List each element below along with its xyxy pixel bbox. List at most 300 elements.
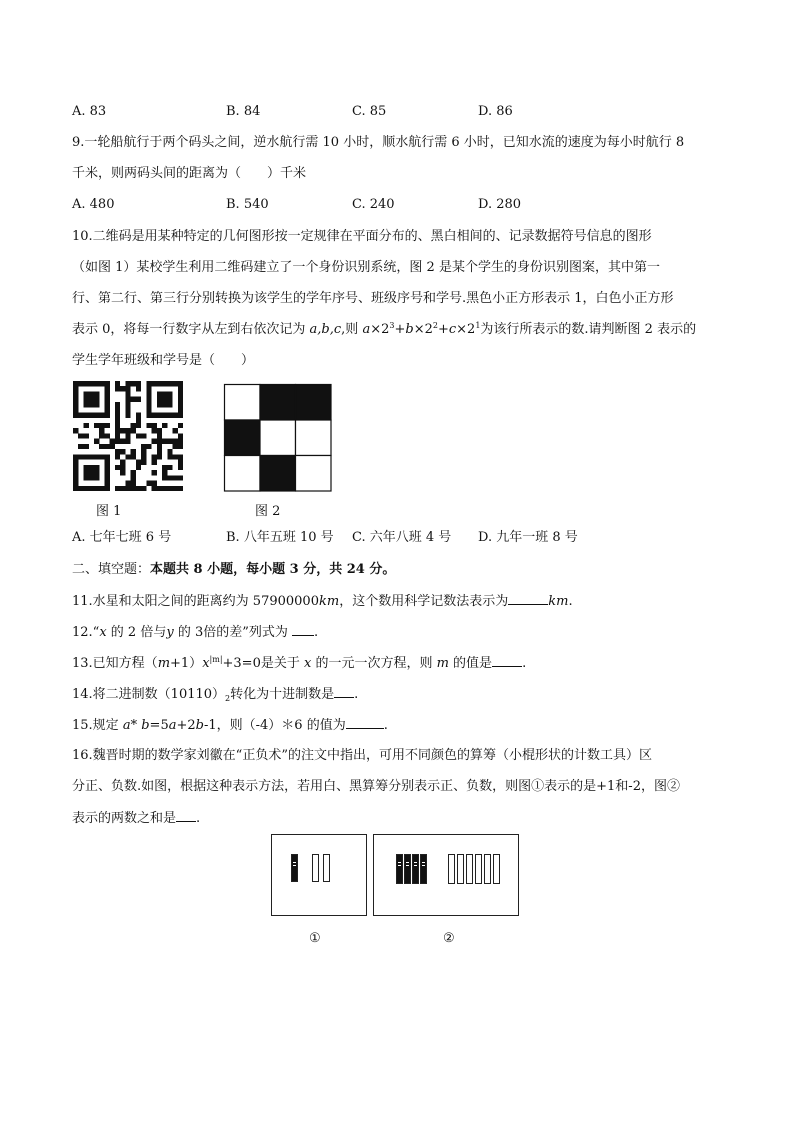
q13-f: .	[522, 656, 527, 671]
qr-module	[131, 470, 136, 475]
qr-module	[83, 454, 88, 459]
qr-module	[152, 381, 157, 386]
qr-module	[104, 423, 109, 428]
qr-module	[136, 381, 141, 386]
q14-text	[72, 685, 358, 704]
qr-module	[104, 470, 109, 475]
qr-module	[131, 486, 136, 491]
q13-d: 的一元一次方程，则	[311, 656, 437, 671]
qr-module	[162, 397, 167, 402]
q15-b2: b	[195, 718, 204, 733]
qr-module	[162, 475, 167, 480]
q11-b: ，这个数用科学记数法表示为	[339, 594, 509, 609]
qr-module	[99, 423, 104, 428]
q11-unit: km	[318, 594, 340, 609]
qr-module	[125, 397, 130, 402]
qr-module	[94, 465, 99, 470]
grid-cell-black	[260, 385, 296, 421]
section2-heading	[72, 561, 395, 579]
q12-b: 的 2 倍与	[106, 625, 167, 640]
qr-module	[178, 439, 183, 444]
qr-module	[152, 470, 157, 475]
qr-module	[167, 397, 172, 402]
qr-module	[120, 465, 125, 470]
q8-option-c: C. 85	[352, 104, 387, 119]
section2-prefix: 二、填空题：	[72, 562, 151, 577]
qr-module	[99, 412, 104, 417]
qr-module	[115, 418, 120, 423]
q15-b-var: b	[141, 718, 150, 733]
qr-module	[141, 486, 146, 491]
rod-white	[493, 854, 500, 884]
q15-text	[72, 716, 388, 735]
qr-module	[115, 428, 120, 433]
qr-module	[173, 444, 178, 449]
qr-module	[131, 423, 136, 428]
q15-answer-blank[interactable]	[346, 716, 384, 729]
q10-text-line4	[72, 321, 696, 339]
qr-module	[99, 454, 104, 459]
qr-module	[131, 381, 136, 386]
qr-module	[157, 439, 162, 444]
q10-option-d: D. 九年一班 8 号	[478, 530, 578, 545]
qr-module	[83, 470, 88, 475]
qr-module	[104, 454, 109, 459]
q10-formula-b: ×2	[370, 322, 390, 337]
qr-module	[152, 454, 157, 459]
q14-a: 14.将二进制数（10110）	[72, 687, 226, 702]
qr-module	[104, 407, 109, 412]
qr-module	[94, 439, 99, 444]
qr-module	[131, 481, 136, 486]
q10-text-line5: 学生学年班级和学号是（ ）	[72, 353, 255, 368]
qr-module	[94, 470, 99, 475]
qr-module	[167, 381, 172, 386]
qr-module	[73, 402, 78, 407]
qr-code-figure	[72, 381, 184, 491]
qr-module	[157, 433, 162, 438]
fig-caption-2: ②	[443, 931, 455, 946]
qr-module	[94, 475, 99, 480]
q14-sub: 2	[225, 694, 231, 703]
qr-module	[136, 465, 141, 470]
qr-module	[115, 433, 120, 438]
qr-module	[178, 433, 183, 438]
rod-white	[484, 854, 491, 884]
qr-module	[178, 423, 183, 428]
qr-module	[173, 412, 178, 417]
qr-module	[167, 465, 172, 470]
grid-cell-black	[296, 385, 332, 421]
qr-module	[73, 465, 78, 470]
qr-module	[167, 475, 172, 480]
rod-black	[420, 854, 427, 884]
qr-module	[173, 486, 178, 491]
qr-module	[99, 428, 104, 433]
q13-answer-blank[interactable]	[492, 654, 522, 667]
q13-x: x	[303, 656, 312, 671]
q10-formula-d: b	[405, 322, 414, 337]
q14-c: .	[354, 687, 359, 702]
qr-module	[110, 444, 115, 449]
rod-mark	[414, 865, 417, 866]
q15-star: *	[130, 718, 142, 733]
q10-text-line1: 10.二维码是用某种特定的几何图形按一定规律在平面分布的、黑白相间的、记录数据符号信息的图形	[72, 229, 652, 244]
q12-text	[72, 623, 318, 642]
qr-module	[178, 402, 183, 407]
qr-module	[152, 412, 157, 417]
q9-option-d: D. 280	[478, 197, 522, 212]
q10-line4-c: 为该行所表示的数.请判断图 2 表示的	[480, 322, 697, 337]
rod-white	[457, 854, 464, 884]
qr-module	[178, 465, 183, 470]
q10-exp1: 3	[389, 321, 395, 330]
qr-module	[146, 444, 151, 449]
qr-module	[89, 381, 94, 386]
q14-b: 转化为十进制数是	[230, 687, 335, 702]
qr-module	[83, 433, 88, 438]
rod-mark	[414, 862, 417, 863]
q13-xbase: x	[202, 656, 210, 671]
qr-module	[157, 402, 162, 407]
qr-module	[125, 391, 130, 396]
fig-caption-1: ①	[309, 931, 321, 946]
qr-module	[173, 381, 178, 386]
qr-module	[104, 381, 109, 386]
qr-module	[136, 433, 141, 438]
grid-cell-white	[296, 420, 332, 456]
qr-module	[136, 397, 141, 402]
qr-module	[120, 449, 125, 454]
qr-module	[73, 486, 78, 491]
qr-module	[178, 454, 183, 459]
q10-formula-c: +	[394, 322, 406, 337]
rod-mark	[406, 862, 409, 863]
q9-text-line1: 9.一轮船航行于两个码头之间，逆水航行需 10 小时，顺水航行需 6 小时，已知水流的速度为每小时航行 8	[72, 135, 685, 150]
rod-white	[312, 854, 319, 882]
qr-module	[120, 486, 125, 491]
rod-mark	[398, 865, 401, 866]
qr-module	[157, 391, 162, 396]
qr-module	[152, 428, 157, 433]
qr-module	[78, 444, 83, 449]
q12-a: 12.“	[72, 625, 100, 640]
qr-module	[131, 428, 136, 433]
qr-module	[125, 407, 130, 412]
qr-module	[78, 486, 83, 491]
qr-module	[167, 412, 172, 417]
q9-option-c: C. 240	[352, 197, 395, 212]
q15-b: =5	[149, 718, 169, 733]
q13-text	[72, 654, 526, 673]
q11-unit-2: km	[548, 594, 569, 609]
qr-module	[89, 486, 94, 491]
qr-module	[146, 402, 151, 407]
qr-module	[83, 402, 88, 407]
qr-module	[120, 428, 125, 433]
qr-module	[89, 475, 94, 480]
q10-option-a: A. 七年七班 6 号	[72, 530, 172, 545]
qr-module	[131, 475, 136, 480]
qr-module	[120, 460, 125, 465]
q11-answer-blank[interactable]	[508, 592, 548, 605]
qr-module	[110, 439, 115, 444]
q10-exp3: 1	[475, 321, 481, 330]
qr-module	[173, 454, 178, 459]
qr-module	[89, 391, 94, 396]
qr-module	[99, 444, 104, 449]
qr-module	[178, 444, 183, 449]
rod-mark	[422, 865, 425, 866]
qr-module	[146, 397, 151, 402]
rod-mark	[422, 862, 425, 863]
q16-text-line1: 16.魏晋时期的数学家刘徽在“正负术”的注文中指出，可用不同颜色的算筹（小棍形状的计数工具）区	[72, 748, 652, 763]
qr-module	[125, 402, 130, 407]
rod-mark	[293, 862, 296, 863]
rod-mark	[398, 862, 401, 863]
q11-text	[72, 592, 573, 611]
qr-module	[89, 397, 94, 402]
qr-module	[73, 391, 78, 396]
qr-module	[89, 470, 94, 475]
q10-option-c: C. 六年八班 4 号	[352, 530, 452, 545]
q14-answer-blank[interactable]	[334, 685, 354, 698]
qr-module	[141, 433, 146, 438]
qr-module	[78, 412, 83, 417]
grid-cell-black	[260, 456, 296, 492]
grid-cell-white	[225, 385, 261, 421]
qr-module	[94, 412, 99, 417]
qr-module	[83, 444, 88, 449]
qr-module	[152, 481, 157, 486]
q13-m: m	[157, 656, 171, 671]
qr-module	[162, 465, 167, 470]
qr-module	[104, 475, 109, 480]
qr-module	[99, 486, 104, 491]
qr-module	[115, 412, 120, 417]
qr-module	[146, 386, 151, 391]
q15-a2: a	[168, 718, 177, 733]
qr-module	[157, 412, 162, 417]
q8-option-b: B. 84	[226, 104, 261, 119]
qr-module	[99, 381, 104, 386]
qr-module	[125, 428, 130, 433]
q15-e: .	[383, 718, 388, 733]
qr-module	[157, 397, 162, 402]
qr-module	[115, 454, 120, 459]
qr-module	[104, 397, 109, 402]
qr-module	[146, 391, 151, 396]
qr-module	[104, 386, 109, 391]
qr-module	[83, 475, 88, 480]
q12-c: 的 3倍的差”列式为	[173, 625, 293, 640]
rod-white	[448, 854, 455, 884]
qr-module	[131, 449, 136, 454]
qr-module	[146, 481, 151, 486]
qr-module	[99, 433, 104, 438]
q11-a: 11.水星和太阳之间的距离约为 57900000	[72, 594, 319, 609]
grid-cell-white	[225, 456, 261, 492]
qr-module	[146, 407, 151, 412]
qr-module	[73, 460, 78, 465]
q13-exp: |m|	[209, 655, 223, 664]
fig1-caption: 图 1	[96, 504, 122, 519]
q13-b: +1）	[170, 656, 203, 671]
q16-line3-end: .	[196, 811, 201, 826]
qr-module	[125, 486, 130, 491]
qr-module	[73, 454, 78, 459]
qr-module	[115, 439, 120, 444]
qr-module	[73, 412, 78, 417]
rod-white	[323, 854, 330, 882]
qr-module	[178, 475, 183, 480]
qr-module	[73, 475, 78, 480]
qr-module	[115, 407, 120, 412]
grid-cell-black	[225, 420, 261, 456]
qr-module	[157, 428, 162, 433]
qr-module	[104, 391, 109, 396]
q12-y: y	[166, 625, 174, 640]
rod-figure-1	[271, 834, 367, 916]
rod-black	[412, 854, 419, 884]
qr-module	[89, 465, 94, 470]
rod-white	[475, 854, 482, 884]
qr-module	[115, 465, 120, 470]
qr-module	[131, 454, 136, 459]
q10-line4-b: ,则	[341, 322, 363, 337]
qr-module	[162, 412, 167, 417]
qr-module	[125, 439, 130, 444]
fig2-caption: 图 2	[255, 504, 281, 519]
rod-mark	[406, 865, 409, 866]
qr-module	[94, 381, 99, 386]
q10-formula-a: a	[362, 322, 371, 337]
qr-module	[136, 418, 141, 423]
qr-module	[94, 402, 99, 407]
qr-module	[115, 423, 120, 428]
qr-module	[136, 486, 141, 491]
qr-module	[162, 423, 167, 428]
qr-module	[104, 444, 109, 449]
rod-black	[404, 854, 411, 884]
q16-text-line2: 分正、负数.如图，根据这种表示方法，若用白、黑算筹分别表示正、负数，则图①表示的是+1和-2，图②	[72, 779, 680, 794]
q12-x: x	[99, 625, 107, 640]
qr-module	[152, 486, 157, 491]
qr-module	[78, 454, 83, 459]
qr-module	[120, 470, 125, 475]
qr-module	[104, 486, 109, 491]
qr-module	[89, 454, 94, 459]
qr-module	[167, 449, 172, 454]
qr-module	[89, 412, 94, 417]
qr-module	[167, 391, 172, 396]
qr-module	[136, 412, 141, 417]
qr-module	[167, 439, 172, 444]
q16-text-line3	[72, 809, 200, 828]
section2-text: 本题共 8 小题，每小题 3 分，共 24 分。	[150, 562, 396, 577]
qr-module	[173, 475, 178, 480]
qr-module	[152, 460, 157, 465]
qr-module	[178, 391, 183, 396]
qr-module	[125, 454, 130, 459]
q10-formula-g: c	[448, 322, 457, 337]
q10-vars: a,b,c	[309, 322, 342, 337]
qr-module	[94, 486, 99, 491]
q10-formula-e: ×2	[413, 322, 433, 337]
qr-module	[178, 486, 183, 491]
qr-module	[141, 454, 146, 459]
qr-module	[73, 397, 78, 402]
qr-module	[125, 481, 130, 486]
qr-module	[104, 460, 109, 465]
qr-module	[73, 381, 78, 386]
rod-white	[466, 854, 473, 884]
q15-d: -1，则（-4）＊6 的值为	[203, 718, 346, 733]
qr-module	[136, 386, 141, 391]
qr-module	[162, 439, 167, 444]
qr-module	[78, 381, 83, 386]
qr-module	[178, 407, 183, 412]
q10-formula-h: ×2	[456, 322, 476, 337]
qr-module	[125, 412, 130, 417]
qr-module	[178, 386, 183, 391]
qr-module	[73, 481, 78, 486]
qr-module	[115, 402, 120, 407]
qr-module	[73, 407, 78, 412]
qr-module	[162, 402, 167, 407]
qr-module	[157, 444, 162, 449]
q15-a-var: a	[122, 718, 131, 733]
q15-a: 15.规定	[72, 718, 123, 733]
qr-module	[141, 460, 146, 465]
qr-module	[115, 486, 120, 491]
qr-module	[104, 481, 109, 486]
rod-black	[291, 854, 298, 882]
qr-module	[73, 470, 78, 475]
qr-module	[157, 449, 162, 454]
q10-exp2: 2	[432, 321, 438, 330]
q12-answer-blank[interactable]	[292, 623, 314, 636]
qr-module	[162, 470, 167, 475]
q16-answer-blank[interactable]	[176, 809, 196, 822]
qr-module	[136, 423, 141, 428]
qr-module	[94, 397, 99, 402]
qr-module	[83, 397, 88, 402]
grid-cell-white	[296, 456, 332, 492]
qr-module	[178, 460, 183, 465]
q11-c: .	[568, 594, 573, 609]
qr-module	[178, 412, 183, 417]
qr-module	[94, 423, 99, 428]
rod-black	[396, 854, 403, 884]
qr-module	[104, 402, 109, 407]
rod-mark	[293, 865, 296, 866]
qr-module	[173, 428, 178, 433]
q16-line3-text: 表示的两数之和是	[72, 811, 177, 826]
qr-module	[157, 381, 162, 386]
qr-module	[125, 381, 130, 386]
qr-module	[178, 397, 183, 402]
qr-module	[136, 460, 141, 465]
qr-module	[104, 465, 109, 470]
qr-module	[167, 402, 172, 407]
id-pattern-grid	[223, 383, 333, 493]
qr-module	[141, 444, 146, 449]
qr-module	[120, 439, 125, 444]
qr-module	[83, 412, 88, 417]
q8-option-a: A. 83	[72, 104, 107, 119]
qr-module	[104, 412, 109, 417]
